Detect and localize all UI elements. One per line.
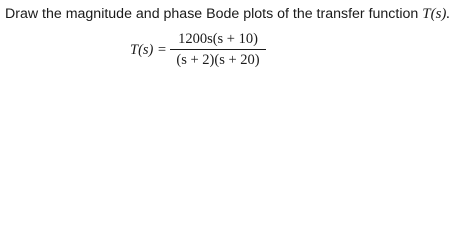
equation-numerator: 1200s(s + 10) (178, 31, 258, 47)
inline-transfer-function-symbol: T(s). (422, 6, 450, 22)
equation-denominator: (s + 2)(s + 20) (176, 52, 260, 68)
equation-fraction (170, 31, 266, 69)
equation-lhs: T(s) = (130, 42, 167, 58)
problem-instruction (5, 5, 450, 23)
fraction-bar (170, 49, 266, 50)
instruction-text: Draw the magnitude and phase Bode plots of the transfer function (5, 6, 419, 22)
transfer-function-equation (130, 31, 330, 71)
